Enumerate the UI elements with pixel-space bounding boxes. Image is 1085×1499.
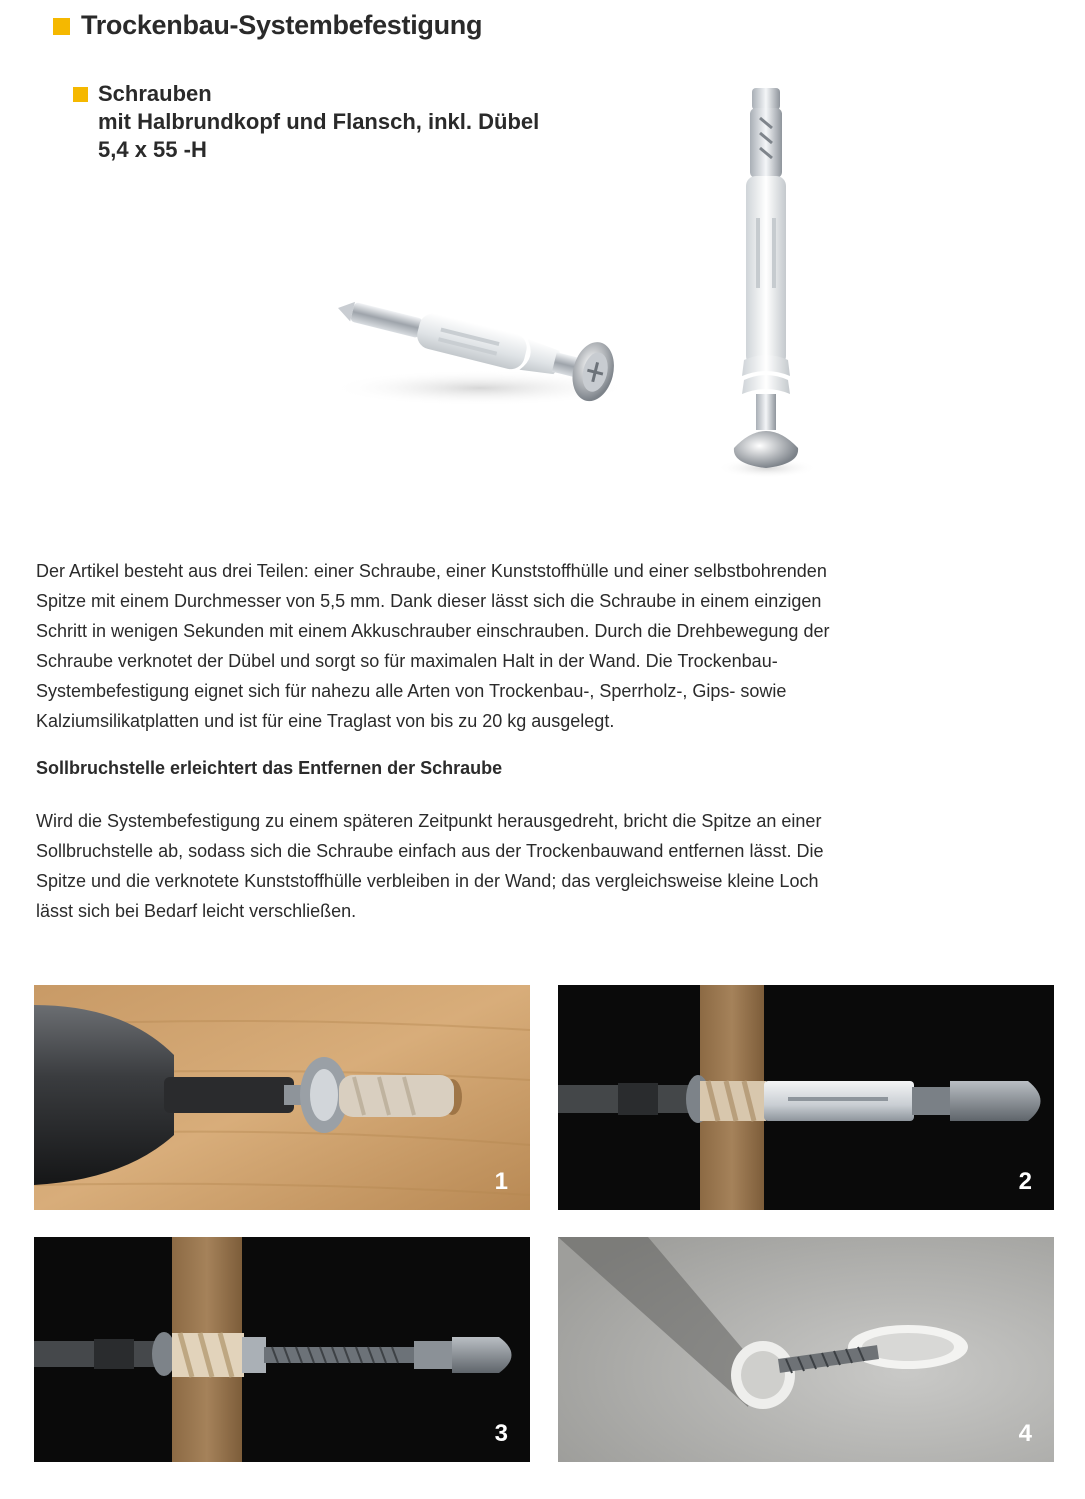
subheading: Sollbruchstelle erleichtert das Entfernen der Schraube [36,758,503,778]
description-line: Schritt in wenigen Sekunden mit einem Akkuschrauber einschrauben. Durch die Drehbewegung der [36,621,830,641]
step-photo-3 [34,1237,530,1462]
step-number-2: 2 [1018,1168,1032,1195]
description-line: Spitze mit einem Durchmesser von 5,5 mm. Dank dieser lässt sich die Schraube in einem einzigen [36,591,822,611]
step-photo-1 [34,985,530,1210]
removal-line: Wird die Systembefestigung zu einem späteren Zeitpunkt herausgedreht, bricht die Spitze an einer [36,811,822,831]
description-paragraph [36,556,966,736]
product-title-line3: 5,4 x 55 -H [98,137,207,162]
removal-line: Spitze und die verknotete Kunststoffhülle verbleiben in der Wand; das vergleichsweise kleine Loch [36,871,819,891]
description-line: Systembefestigung eignet sich für nahezu alle Arten von Trockenbau-, Sperrholz-, Gips- sowie [36,681,787,701]
step-number-3: 3 [494,1420,508,1447]
page-title: Trockenbau-Systembefestigung [81,10,483,40]
product-bullet [73,87,88,102]
removal-line: lässt sich bei Bedarf leicht verschließen. [36,901,357,921]
product-image [320,88,820,483]
title-bullet [53,18,70,35]
removal-line: Sollbruchstelle ab, sodass sich die Schraube einfach aus der Trockenbauwand entfernen lässt. Die [36,841,824,861]
step-photo-2 [558,985,1054,1210]
description-line: Der Artikel besteht aus drei Teilen: einer Schraube, einer Kunststoffhülle und einer selbstbohrenden [36,561,827,581]
product-title-line1: Schrauben [98,81,212,106]
step-photo-4 [558,1237,1054,1462]
step-number-4: 4 [1018,1420,1032,1447]
description-line: Schraube verknotet der Dübel und sorgt so für maximalen Halt in der Wand. Die Trockenbau- [36,651,778,671]
removal-paragraph [36,806,966,926]
product-title-line2: mit Halbrundkopf und Flansch, inkl. Dübel [98,109,540,134]
description-line: Kalziumsilikatplatten und ist für eine Traglast von bis zu 20 kg ausgelegt. [36,711,615,731]
step-number-1: 1 [494,1168,508,1195]
